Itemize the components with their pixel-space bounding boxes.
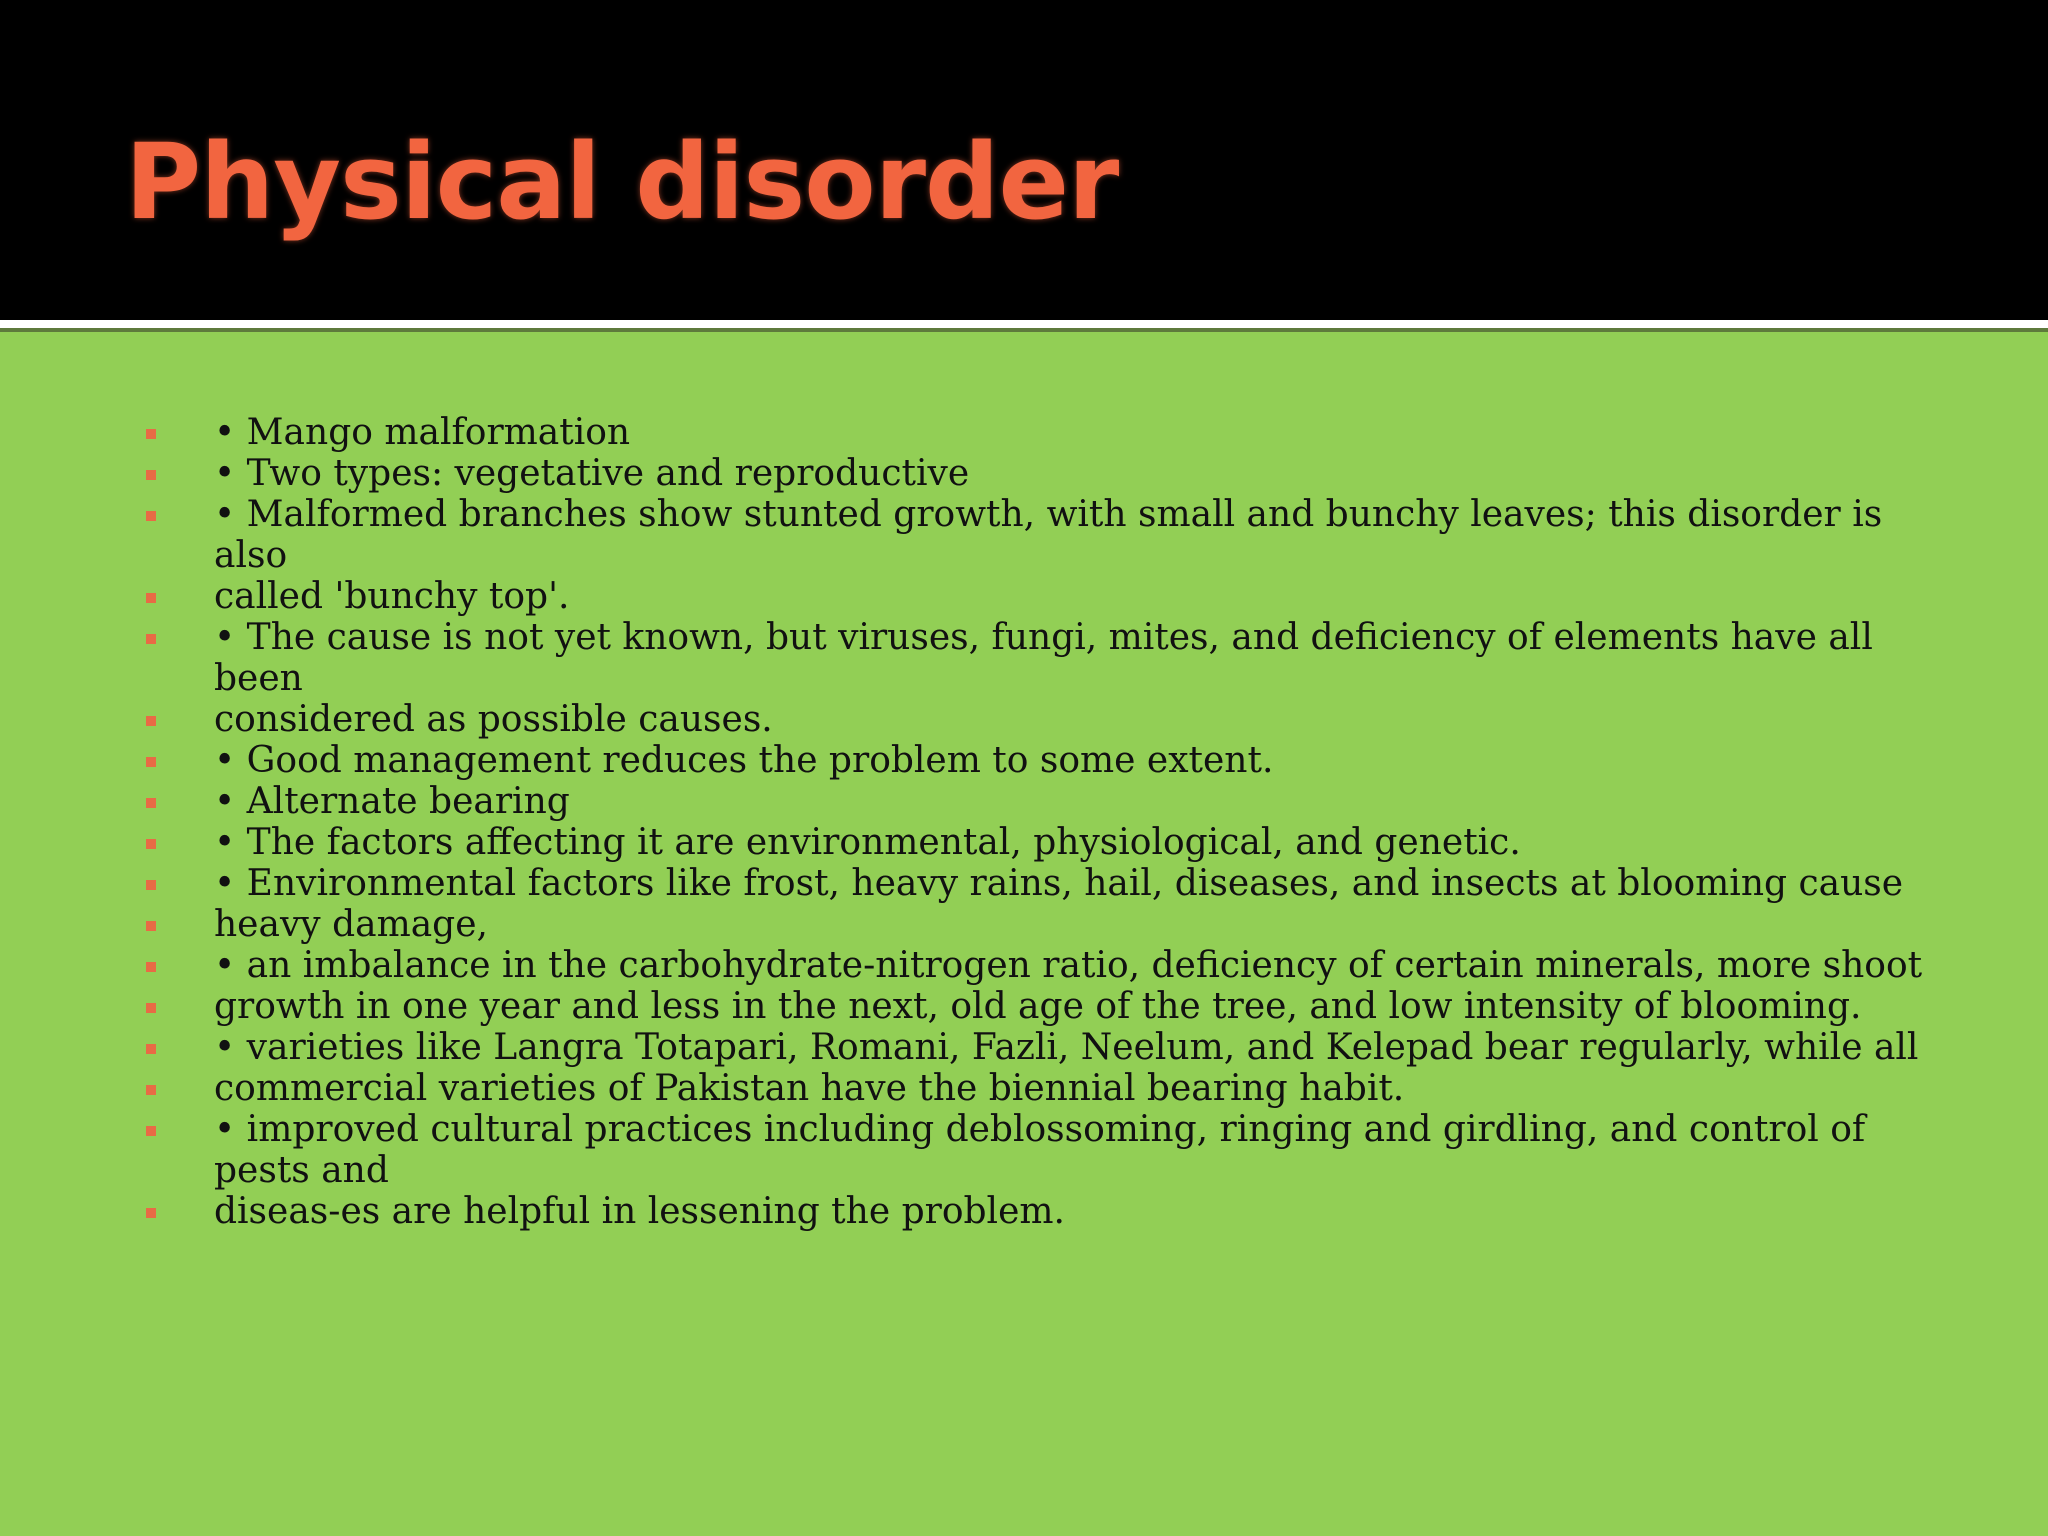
bullet-item <box>140 1109 1940 1191</box>
bullet-text-continued: also <box>214 535 288 576</box>
bullet-item <box>140 576 1940 617</box>
bullet-item <box>140 453 1940 494</box>
bullet-item <box>140 1027 1940 1068</box>
bullet-text: • Two types: vegetative and reproductive <box>214 453 970 494</box>
square-bullet-icon <box>146 593 156 603</box>
bullet-text: • The cause is not yet known, but viruses, fungi, mites, and deficiency of elements have all <box>214 617 1873 658</box>
bullet-item <box>140 904 1940 945</box>
bullet-item <box>140 740 1940 781</box>
bullet-text: • Malformed branches show stunted growth, with small and bunchy leaves; this disorder is <box>214 494 1883 535</box>
square-bullet-icon <box>146 716 156 726</box>
bullet-text-continued: pests and <box>214 1150 389 1191</box>
square-bullet-icon <box>146 1208 156 1218</box>
bullet-text: • varieties like Langra Totapari, Romani, Fazli, Neelum, and Kelepad bear regularly, while all <box>214 1027 1919 1068</box>
bullet-item <box>140 781 1940 822</box>
bullet-text: • Mango malformation <box>214 412 631 453</box>
square-bullet-icon <box>146 962 156 972</box>
bullet-item <box>140 822 1940 863</box>
bullet-text: • Environmental factors like frost, heavy rains, hail, diseases, and insects at blooming cause <box>214 863 1904 904</box>
square-bullet-icon <box>146 798 156 808</box>
square-bullet-icon <box>146 1126 156 1136</box>
square-bullet-icon <box>146 880 156 890</box>
bullet-item <box>140 945 1940 986</box>
square-bullet-icon <box>146 1044 156 1054</box>
bullet-item <box>140 617 1940 699</box>
bullet-item <box>140 412 1940 453</box>
bullet-item <box>140 1191 1940 1232</box>
bullet-text: considered as possible causes. <box>214 699 773 740</box>
bullet-text: heavy damage, <box>214 904 488 945</box>
bullet-text-continued: been <box>214 658 303 699</box>
square-bullet-icon <box>146 1003 156 1013</box>
square-bullet-icon <box>146 470 156 480</box>
square-bullet-icon <box>146 757 156 767</box>
square-bullet-icon <box>146 1085 156 1095</box>
bullet-list <box>140 412 1940 1232</box>
title-divider <box>0 320 2048 328</box>
slide-title: Physical disorder <box>125 121 1119 243</box>
bullet-text: diseas-es are helpful in lessening the problem. <box>214 1191 1065 1232</box>
bullet-text: called 'bunchy top'. <box>214 576 570 617</box>
title-bar <box>0 0 2048 320</box>
square-bullet-icon <box>146 839 156 849</box>
bullet-item <box>140 986 1940 1027</box>
title-divider-shadow <box>0 328 2048 332</box>
bullet-text: • The factors affecting it are environmental, physiological, and genetic. <box>214 822 1521 863</box>
bullet-text: growth in one year and less in the next, old age of the tree, and low intensity of blooming. <box>214 986 1862 1027</box>
square-bullet-icon <box>146 511 156 521</box>
square-bullet-icon <box>146 429 156 439</box>
bullet-text: commercial varieties of Pakistan have the biennial bearing habit. <box>214 1068 1405 1109</box>
square-bullet-icon <box>146 921 156 931</box>
bullet-text: • Alternate bearing <box>214 781 570 822</box>
bullet-item <box>140 863 1940 904</box>
bullet-text: • improved cultural practices including deblossoming, ringing and girdling, and control of <box>214 1109 1866 1150</box>
bullet-item <box>140 699 1940 740</box>
square-bullet-icon <box>146 634 156 644</box>
bullet-item <box>140 494 1940 576</box>
bullet-text: • an imbalance in the carbohydrate-nitrogen ratio, deficiency of certain minerals, more shoot <box>214 945 1923 986</box>
bullet-item <box>140 1068 1940 1109</box>
bullet-text: • Good management reduces the problem to some extent. <box>214 740 1274 781</box>
